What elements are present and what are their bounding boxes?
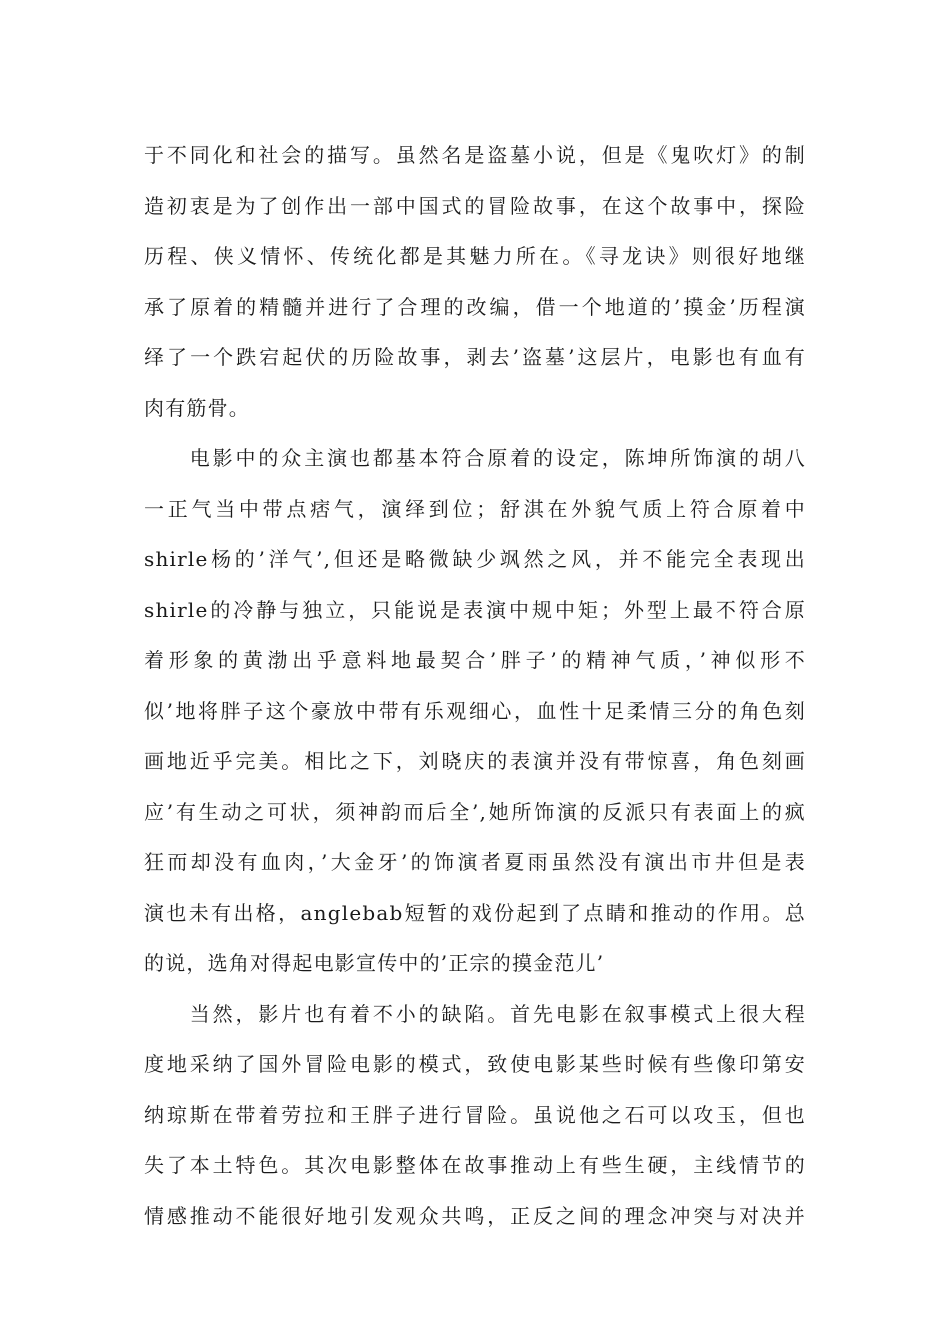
text-line: 承了原着的精髓并进行了合理的改编，借一个地道的’摸金’历程演 — [144, 294, 806, 319]
paragraph-2 — [144, 433, 806, 989]
text-line: 一正气当中带点痞气，演绎到位；舒淇在外貌气质上符合原着中 — [144, 496, 806, 521]
text-line: 情感推动不能很好地引发观众共鸣，正反之间的理念冲突与对决并 — [144, 1203, 806, 1228]
text-line: 演也未有出格，anglebab短暂的戏份起到了点睛和推动的作用。总 — [144, 900, 806, 925]
text-line: 画地近乎完美。相比之下，刘晓庆的表演并没有带惊喜，角色刻画 — [144, 749, 806, 773]
text-line: 狂而却没有血肉，’大金牙’的饰演者夏雨虽然没有演出市井但是表 — [144, 850, 806, 874]
text-line: 肉有筋骨。 — [144, 395, 250, 420]
paragraph-1 — [144, 130, 806, 433]
text-line: 纳琼斯在带着劳拉和王胖子进行冒险。虽说他之石可以攻玉，但也 — [144, 1102, 806, 1127]
text-line: 于不同化和社会的描写。虽然名是盗墓小说，但是《鬼吹灯》的制 — [144, 143, 806, 167]
text-line: 历程、侠义情怀、传统化都是其魅力所在。《寻龙诀》则很好地继 — [144, 244, 806, 268]
text-line: 着形象的黄渤出乎意料地最契合’胖子’的精神气质，’神似形不 — [144, 648, 806, 672]
text-line: 绎了一个跌宕起伏的历险故事，剥去’盗墓’这层片，电影也有血有 — [144, 345, 806, 369]
text-line: 失了本土特色。其次电影整体在故事推动上有些生硬，主线情节的 — [144, 1153, 806, 1177]
text-line: 的说，选角对得起电影宣传中的’正宗的摸金范儿’ — [144, 951, 605, 975]
text-line: 当然，影片也有着不小的缺陷。首先电影在叙事模式上很大程 — [144, 1001, 806, 1026]
text-line: shirle的冷静与独立，只能说是表演中规中矩；外型上最不符合原 — [144, 597, 806, 622]
text-line: 应’有生动之可状，须神韵而后全’,她所饰演的反派只有表面上的疯 — [144, 799, 806, 824]
text-line: 造初衷是为了创作出一部中国式的冒险故事，在这个故事中，探险 — [144, 193, 806, 218]
paragraph-3 — [144, 989, 806, 1242]
text-line: 度地采纳了国外冒险电影的模式，致使电影某些时候有些像印第安 — [144, 1052, 806, 1076]
text-line: 电影中的众主演也都基本符合原着的设定，陈坤所饰演的胡八 — [144, 446, 806, 470]
document-body — [144, 130, 806, 1241]
text-line: shirle杨的’洋气’,但还是略微缺少飒然之风，并不能完全表现出 — [144, 547, 806, 571]
text-line: 似’地将胖子这个豪放中带有乐观细心，血性十足柔情三分的角色刻 — [144, 698, 806, 723]
